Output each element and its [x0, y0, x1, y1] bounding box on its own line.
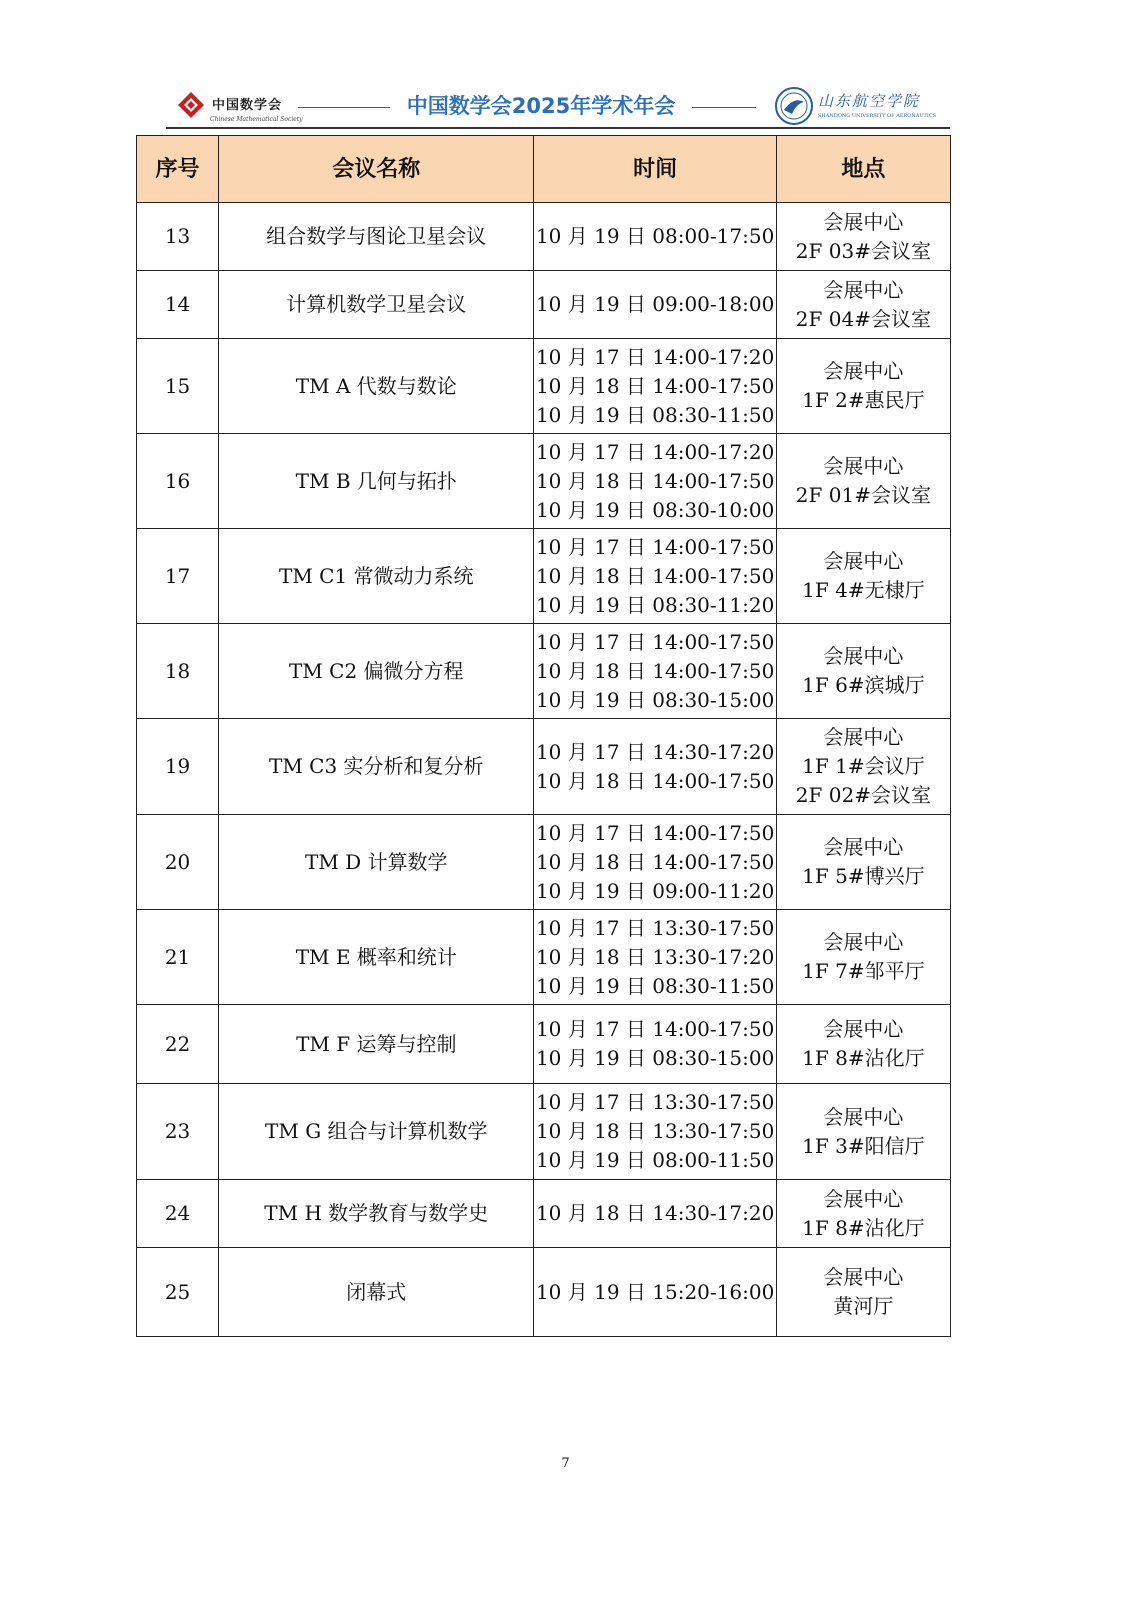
meeting-name: TM B 几何与拓扑: [219, 434, 534, 529]
sau-logo-cn: 山东航空学院: [818, 92, 921, 110]
time-line: 10 月 17 日 14:00-17:50: [535, 820, 775, 845]
table-row: [137, 719, 951, 815]
row-number: 16: [137, 434, 219, 529]
place-line: 会展中心: [823, 644, 904, 668]
place-line: 会展中心: [823, 359, 904, 383]
place-line: 会展中心: [823, 725, 904, 749]
table-row: [137, 1248, 951, 1337]
place-line: 2F 03#会议室: [795, 238, 931, 263]
place-line: 1F 6#滨城厅: [802, 673, 925, 697]
meeting-place: [776, 203, 950, 271]
meeting-name: TM F 运筹与控制: [219, 1005, 534, 1084]
meeting-name: 组合数学与图论卫星会议: [219, 203, 534, 271]
place-line: 1F 5#博兴厅: [802, 864, 925, 888]
meeting-name: TM A 代数与数论: [219, 339, 534, 434]
page-number: 7: [561, 1456, 570, 1471]
meeting-time: [534, 203, 776, 271]
time-line: 10 月 18 日 14:00-17:50: [535, 658, 775, 683]
place-line: 会展中心: [823, 549, 904, 573]
row-number: 22: [137, 1005, 219, 1084]
time-line: 10 月 19 日 08:30-10:00: [535, 497, 775, 522]
page-header: [172, 84, 948, 130]
place-line: 会展中心: [823, 1017, 904, 1041]
sau-logo-en: SHANDONG UNIVERSITY OF AERONAUTICS: [818, 113, 937, 119]
time-line: 10 月 19 日 08:30-11:20: [535, 592, 775, 617]
meeting-time: [534, 434, 776, 529]
meeting-place: [776, 271, 950, 339]
table-row: [137, 815, 951, 910]
meeting-name: TM D 计算数学: [219, 815, 534, 910]
time-line: 10 月 19 日 08:30-11:50: [535, 973, 775, 998]
table-row: [137, 1084, 951, 1180]
place-line: 2F 01#会议室: [795, 483, 931, 507]
place-line: 2F 04#会议室: [795, 306, 931, 331]
time-line: 10 月 18 日 14:00-17:50: [535, 768, 775, 793]
row-number: 20: [137, 815, 219, 910]
header-place: 地点: [776, 136, 950, 203]
place-line: 会展中心: [823, 209, 904, 234]
meeting-name: 闭幕式: [219, 1248, 534, 1337]
cms-logo-cn: 中国数学会: [212, 98, 283, 113]
place-line: 2F 02#会议室: [795, 783, 931, 807]
meeting-time: [534, 719, 776, 815]
time-line: 10 月 19 日 08:30-11:50: [535, 402, 775, 427]
row-number: 13: [137, 203, 219, 271]
meeting-time: [534, 1084, 776, 1180]
meeting-name: TM C3 实分析和复分析: [219, 719, 534, 815]
time-line: 10 月 17 日 13:30-17:50: [535, 915, 775, 940]
meeting-place: [776, 434, 950, 529]
place-line: 1F 8#沾化厅: [802, 1046, 925, 1070]
meeting-time: [534, 271, 776, 339]
meeting-time: [534, 339, 776, 434]
time-line: 10 月 19 日 08:00-11:50: [535, 1148, 775, 1172]
row-number: 15: [137, 339, 219, 434]
meeting-name: TM G 组合与计算机数学: [219, 1084, 534, 1180]
time-line: 10 月 18 日 14:00-17:50: [535, 468, 775, 493]
header-rule: [166, 127, 950, 129]
time-line: 10 月 17 日 14:00-17:50: [535, 1017, 775, 1041]
time-line: 10 月 19 日 09:00-18:00: [535, 292, 775, 316]
row-number: 23: [137, 1084, 219, 1180]
meeting-time: [534, 624, 776, 719]
place-line: 1F 3#阳信厅: [802, 1133, 925, 1158]
place-line: 会展中心: [823, 454, 904, 478]
meeting-place: [776, 339, 950, 434]
meeting-time: [534, 1248, 776, 1337]
place-line: 会展中心: [823, 277, 904, 302]
meeting-place: [776, 815, 950, 910]
time-line: 10 月 17 日 14:00-17:50: [535, 629, 775, 654]
row-number: 24: [137, 1180, 219, 1248]
row-number: 25: [137, 1248, 219, 1337]
header-line-left: [298, 107, 390, 108]
meeting-place: [776, 1248, 950, 1337]
time-line: 10 月 18 日 14:00-17:50: [535, 563, 775, 588]
time-line: 10 月 19 日 08:30-15:00: [535, 1046, 775, 1070]
time-line: 10 月 17 日 14:00-17:50: [535, 534, 775, 559]
cms-logo: [172, 90, 302, 126]
meeting-time: [534, 1005, 776, 1084]
row-number: 17: [137, 529, 219, 624]
meeting-place: [776, 1084, 950, 1180]
schedule-table: [136, 135, 951, 1337]
row-number: 21: [137, 910, 219, 1005]
table-row: [137, 434, 951, 529]
table-header-row: [137, 136, 951, 203]
time-line: 10 月 18 日 13:30-17:20: [535, 944, 775, 969]
meeting-place: [776, 1005, 950, 1084]
meeting-place: [776, 910, 950, 1005]
place-line: 会展中心: [823, 930, 904, 954]
table-row: [137, 1005, 951, 1084]
place-line: 黄河厅: [833, 1294, 894, 1318]
header-name: 会议名称: [219, 136, 534, 203]
meeting-name: TM C1 常微动力系统: [219, 529, 534, 624]
meeting-place: [776, 1180, 950, 1248]
place-line: 1F 2#惠民厅: [802, 388, 925, 412]
table-row: [137, 1180, 951, 1248]
time-line: 10 月 17 日 14:30-17:20: [535, 739, 775, 764]
meeting-time: [534, 1180, 776, 1248]
meeting-name: TM E 概率和统计: [219, 910, 534, 1005]
meeting-name: TM C2 偏微分方程: [219, 624, 534, 719]
place-line: 1F 1#会议厅: [802, 754, 925, 778]
place-line: 会展中心: [823, 1104, 904, 1129]
sau-emblem-icon: [774, 86, 814, 126]
meeting-time: [534, 815, 776, 910]
place-line: 会展中心: [823, 1186, 904, 1211]
table-row: [137, 271, 951, 339]
table-row: [137, 624, 951, 719]
time-line: 10 月 18 日 14:00-17:50: [535, 373, 775, 398]
time-line: 10 月 19 日 08:30-15:00: [535, 687, 775, 712]
row-number: 19: [137, 719, 219, 815]
place-line: 1F 8#沾化厅: [802, 1215, 925, 1240]
row-number: 14: [137, 271, 219, 339]
time-line: 10 月 18 日 14:30-17:20: [535, 1201, 775, 1225]
place-line: 会展中心: [823, 835, 904, 859]
header-line-right: [692, 107, 756, 108]
place-line: 1F 4#无棣厅: [802, 578, 925, 602]
meeting-place: [776, 624, 950, 719]
meeting-place: [776, 529, 950, 624]
sau-logo: [774, 84, 948, 128]
conference-title: 中国数学会2025年学术年会: [406, 94, 676, 118]
header-no: 序号: [137, 136, 219, 203]
meeting-time: [534, 529, 776, 624]
table-row: [137, 339, 951, 434]
table-row: [137, 529, 951, 624]
time-line: 10 月 17 日 14:00-17:20: [535, 344, 775, 369]
time-line: 10 月 19 日 09:00-11:20: [535, 878, 775, 903]
time-line: 10 月 18 日 13:30-17:50: [535, 1119, 775, 1143]
meeting-name: 计算机数学卫星会议: [219, 271, 534, 339]
meeting-place: [776, 719, 950, 815]
time-line: 10 月 19 日 08:00-17:50: [535, 224, 775, 248]
row-number: 18: [137, 624, 219, 719]
place-line: 1F 7#邹平厅: [802, 959, 925, 983]
meeting-name: TM H 数学教育与数学史: [219, 1180, 534, 1248]
time-line: 10 月 17 日 14:00-17:20: [535, 439, 775, 464]
time-line: 10 月 18 日 14:00-17:50: [535, 849, 775, 874]
meeting-time: [534, 910, 776, 1005]
table-row: [137, 910, 951, 1005]
cms-diamond-icon: [178, 92, 204, 118]
table-row: [137, 203, 951, 271]
time-line: 10 月 17 日 13:30-17:50: [535, 1090, 775, 1114]
place-line: 会展中心: [823, 1265, 904, 1289]
time-line: 10 月 19 日 15:20-16:00: [535, 1279, 775, 1304]
cms-logo-en: Chinese Mathematical Society: [210, 116, 303, 123]
header-time: 时间: [534, 136, 776, 203]
